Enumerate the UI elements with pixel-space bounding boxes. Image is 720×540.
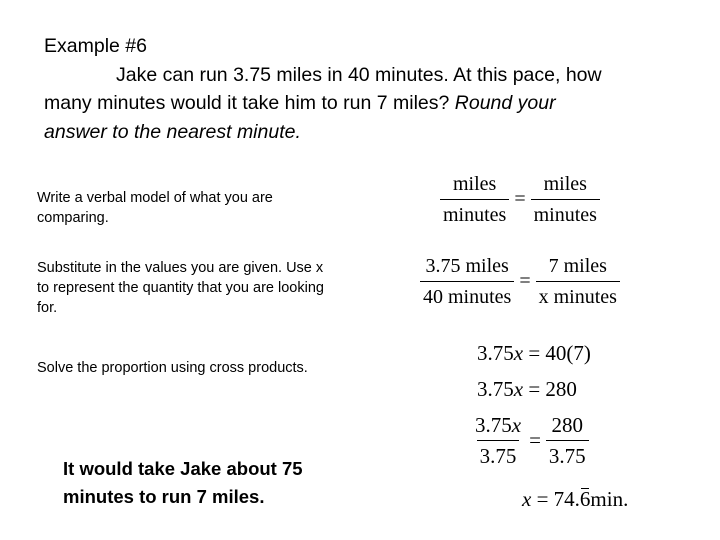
cross-product-line-2 xyxy=(477,377,577,402)
fraction-denominator: 3.75 xyxy=(546,440,589,468)
problem-line-1: Jake can run 3.75 miles in 40 minutes. At this pace, how xyxy=(116,63,602,86)
problem-line-3 xyxy=(44,118,684,147)
fraction-denominator: minutes xyxy=(531,199,600,227)
fraction-numerator: miles xyxy=(453,173,497,195)
verbal-model-left-fraction xyxy=(440,172,509,227)
product-value: 280 xyxy=(545,377,577,401)
fraction-denominator: 40 minutes xyxy=(420,281,514,309)
result-period: . xyxy=(623,487,629,511)
fraction-numerator: 7 miles xyxy=(548,255,607,277)
division-right-fraction xyxy=(546,413,589,468)
problem-statement xyxy=(44,32,684,146)
result-value: 74. xyxy=(553,487,580,511)
fraction-denominator: x minutes xyxy=(536,281,620,309)
answer-line-2: minutes to run 7 miles. xyxy=(63,486,265,507)
step-2-instruction: Substitute in the values you are given. Use x to represent the quantity that you are looking for. xyxy=(37,260,324,316)
variable: x xyxy=(522,487,532,511)
equals-sign: = xyxy=(528,377,541,401)
step-3-instruction: Solve the proportion using cross products. xyxy=(37,360,308,376)
equals-sign: = xyxy=(519,270,531,292)
division-equation xyxy=(472,413,589,468)
substitution-right-fraction xyxy=(536,254,620,309)
fraction-numerator: 280 xyxy=(551,413,584,437)
fraction-numerator xyxy=(472,413,524,440)
example-title: Example #6 xyxy=(44,35,147,57)
coefficient: 3.75 xyxy=(475,413,512,437)
problem-line-2-text: many minutes would it take him to run 7 miles? xyxy=(44,92,450,114)
fraction-numerator: miles xyxy=(543,173,587,195)
equals-sign: = xyxy=(536,487,549,511)
equals-sign: = xyxy=(528,341,541,365)
substitution-left-fraction xyxy=(420,254,514,309)
variable: x xyxy=(513,377,524,401)
fraction-denominator: minutes xyxy=(440,199,509,227)
fraction-denominator: 3.75 xyxy=(477,440,520,468)
answer-line-1: It would take Jake about 75 xyxy=(63,458,303,479)
problem-line-2 xyxy=(44,89,684,118)
cross-product-line-1 xyxy=(477,341,591,366)
rounding-instruction-end: answer to the nearest minute. xyxy=(44,120,301,143)
variable: x xyxy=(513,341,524,365)
equals-sign: = xyxy=(514,188,526,210)
equals-sign: = xyxy=(529,428,541,452)
substitution-equation xyxy=(420,254,620,309)
coefficient: 3.75 xyxy=(477,377,514,401)
step-1-instruction: Write a verbal model of what you are comparing. xyxy=(37,190,273,226)
verbal-model-equation xyxy=(440,172,600,227)
result-unit: min xyxy=(590,487,624,511)
coefficient: 3.75 xyxy=(477,341,514,365)
product-expression: 40(7) xyxy=(545,341,591,365)
fraction-numerator: 3.75 miles xyxy=(425,255,509,277)
division-left-fraction xyxy=(472,413,524,468)
final-answer xyxy=(63,455,303,511)
verbal-model-right-fraction xyxy=(531,172,600,227)
rounding-instruction-start: Round your xyxy=(454,92,556,114)
variable: x xyxy=(511,413,522,437)
result-line xyxy=(522,487,628,512)
repeating-digit: 6 xyxy=(579,487,591,511)
